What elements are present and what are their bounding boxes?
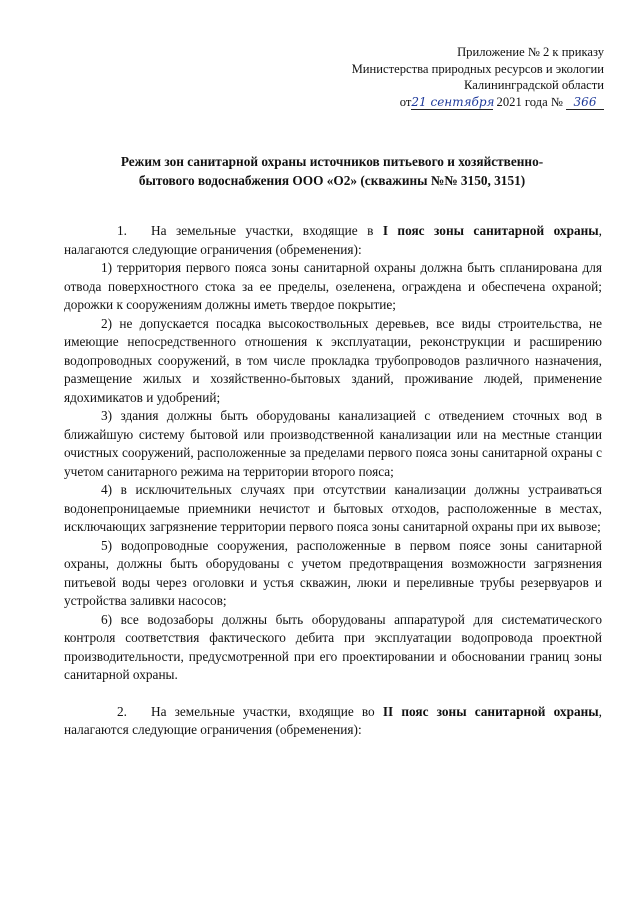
document-title [72, 153, 592, 190]
handwritten-date: 21 сентября [411, 94, 495, 109]
section-1-item-4: 4) в исключительных случаях при отсутствии канализации должны устраиваться водонепроницаемые приемники нечистот и бытовых отходов, расположенные в местах, исключающих загрязнение территории первого пояса зоны санитарной охраны при их вывозе; [64, 482, 602, 534]
section-2-intro-post: , налагаются следующие ограничения (обременения): [64, 703, 602, 737]
section-1-number: 1. [117, 223, 127, 238]
section-1-intro-pre: На земельные участки, входящие в [151, 223, 383, 238]
section-1-intro-post: , налагаются следующие ограничения (обременения): [64, 223, 602, 257]
date-prefix: от [399, 94, 412, 109]
date-suffix: 2021 года № [496, 94, 563, 109]
handwritten-order-number: 366 [566, 96, 604, 110]
section-1-item-1: 1) территория первого пояса зоны санитарной охраны должна быть спланирована для отвода поверхностного стока за ее пределы, озеленена, ограждена и обеспечена охраной; дорожки к сооружениям должны иметь твердое покрытие; [64, 260, 602, 312]
section-2-intro-pre: На земельные участки, входящие во [151, 703, 383, 719]
section-1-intro [64, 222, 602, 259]
appendix-header [304, 44, 604, 110]
section-2 [64, 703, 602, 740]
section-1-item-2: 2) не допускается посадка высокоствольных деревьев, все виды строительства, не имеющие непосредственного отношения к эксплуатации, реконструкции и расширению водопроводных сооружений, в том числе прокладка трубопроводов различного назначения, размещение жилых и хозяйственно-бытовых зданий, проживание людей, применение ядохимикатов и удобрений; [64, 315, 602, 405]
header-line-1: Приложение № 2 к приказу [457, 45, 604, 59]
section-2-intro [64, 703, 602, 740]
title-line-2: бытового водоснабжения ООО «О2» (скважины №№ 3150, 3151) [138, 172, 526, 188]
section-2-intro-bold: II пояс зоны санитарной охраны [382, 703, 599, 719]
section-1-item-3: 3) здания должны быть оборудованы канализацией с отведением сточных вод в ближайшую систему бытовой или производственной канализации или на местные станции очистных сооружений, расположенные за пределами первого пояса зоны санитарной охраны с учетом санитарного режима на территории второго пояса; [64, 408, 602, 479]
section-1-item-6: 6) все водозаборы должны быть оборудованы аппаратурой для систематического контроля соответствия фактического дебита при эксплуатации водопровода проектной производительности, предусмотренной при его проектировании и обосновании границ зоны санитарной охраны. [64, 611, 602, 682]
document-body [64, 222, 602, 758]
section-1 [64, 222, 602, 685]
header-line-2: Министерства природных ресурсов и экологии [351, 61, 604, 76]
header-line-3: Калининградской области [464, 78, 604, 93]
section-2-number: 2. [117, 703, 127, 719]
header-date-line [304, 94, 604, 111]
section-1-item-5: 5) водопроводные сооружения, расположенные в первом поясе зоны санитарной охраны, должны быть оборудованы с учетом предотвращения возможности загрязнения питьевой воды через оголовки и устья скважин, люки и переливные трубы резервуаров и устройства заливки насосов; [64, 537, 602, 608]
title-line-1: Режим зон санитарной охраны источников питьевого и хозяйственно- [120, 154, 544, 169]
section-1-intro-bold: I пояс зоны санитарной охраны [382, 223, 599, 238]
